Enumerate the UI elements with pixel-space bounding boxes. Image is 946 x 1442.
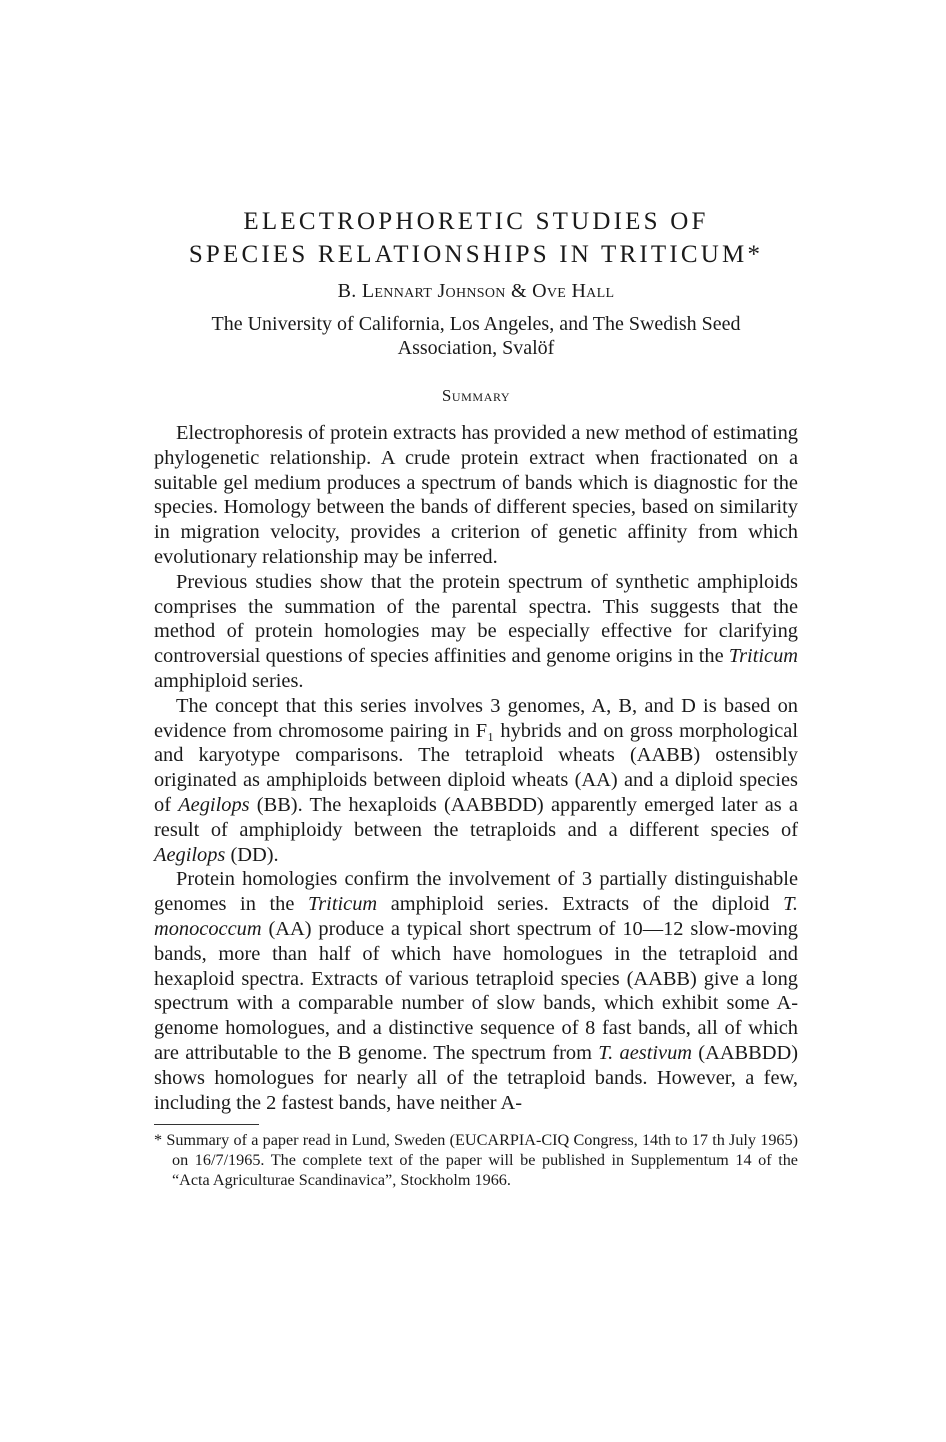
affiliation-line-2: Association, Svalöf (397, 337, 555, 359)
summary-paragraph-4 (154, 867, 798, 1115)
title-line-1: ELECTROPHORETIC STUDIES OF (243, 208, 709, 235)
section-heading-summary: Summary (441, 386, 511, 405)
italic-term: Aegilops (154, 843, 226, 866)
paragraph-text: amphiploid series. (154, 669, 304, 692)
paragraph-text: (AABBDD) shows homologues for nearly all of the tetraploid bands. However, a few, including the 2 fastest bands, have neither A- (154, 1041, 798, 1114)
footnote-divider (154, 1124, 259, 1125)
italic-term: Aegilops (178, 793, 250, 816)
paragraph-text: Previous studies show that the protein spectrum of synthetic amphiploids comprises the summation of the parental spectra. This suggests that the method of protein homologies may be especially effective for clarifying controversial questions of species affinities and genome origins in the (154, 570, 798, 668)
italic-term: T. aestivum (598, 1041, 692, 1064)
italic-term: Triticum (728, 645, 798, 668)
summary-paragraph-3 (154, 694, 798, 868)
author-names: B. Lennart Johnson & Ove Hall (337, 280, 615, 302)
paper-page (154, 205, 798, 1190)
summary-paragraph-2 (154, 570, 798, 694)
paragraph-text: (AA) produce a typical short spectrum of 10—12 slow-moving bands, more than half of which have homologues in the tetraploid and hexaploid spectra. Extracts of various tetraploid species (AABB) give a long spectrum with a comparable number of slow bands, which exhibit some A-genome homologues, and a distinctive sequence of 8 fast bands, all of which are attributable to the B genome. The spectrum from (154, 917, 798, 1064)
summary-body (154, 421, 798, 1115)
paragraph-text: (BB). The hexaploids (AABBDD) apparently emerged later as a result of amphiploidy between the tetraploids and a different species of (154, 793, 798, 841)
paper-title (154, 205, 798, 271)
paragraph-text: Protein homologies confirm the involvement of 3 partially distinguishable genomes in the (154, 868, 798, 916)
paragraph-text: (DD). (225, 843, 279, 866)
affiliation (154, 312, 798, 360)
footnote: * Summary of a paper read in Lund, Sweden (EUCARPIA-CIQ Congress, 14th to 17 th July 1965) on 16/7/1965. The complete text of the paper will be published in Supplementum 14 of the “Acta Agriculturae Scandinavica”, Stockholm 1966. (154, 1131, 798, 1189)
italic-term: T. monococcum (154, 893, 799, 940)
title-line-2: SPECIES RELATIONSHIPS IN TRITICUM* (188, 241, 764, 268)
paragraph-text: The concept that this series involves 3 genomes, A, B, and D is based on evidence from chromosome pairing in F₁ hybrids and on gross morphological and karyotype comparisons. The tetraploid wheats (AABB) ostensibly originated as amphiploids between diploid wheats (AA) and a diploid species of (154, 694, 798, 816)
paragraph-text: amphiploid series. Extracts of the diploid (377, 893, 784, 916)
italic-term: Triticum (308, 893, 378, 916)
affiliation-line-1: The University of California, Los Angeles, and The Swedish Seed (211, 313, 741, 335)
paragraph-text: Electrophoresis of protein extracts has provided a new method of estimating phylogenetic relationship. A crude protein extract when fractionated on a suitable gel medium produces a spectrum of bands which is diagnostic for the species. Homology between the bands of different species, based on similarity in migration velocity, provides a criterion of genetic affinity from which evolutionary relationship may be inferred. (154, 422, 798, 568)
summary-paragraph-1 (154, 421, 798, 570)
